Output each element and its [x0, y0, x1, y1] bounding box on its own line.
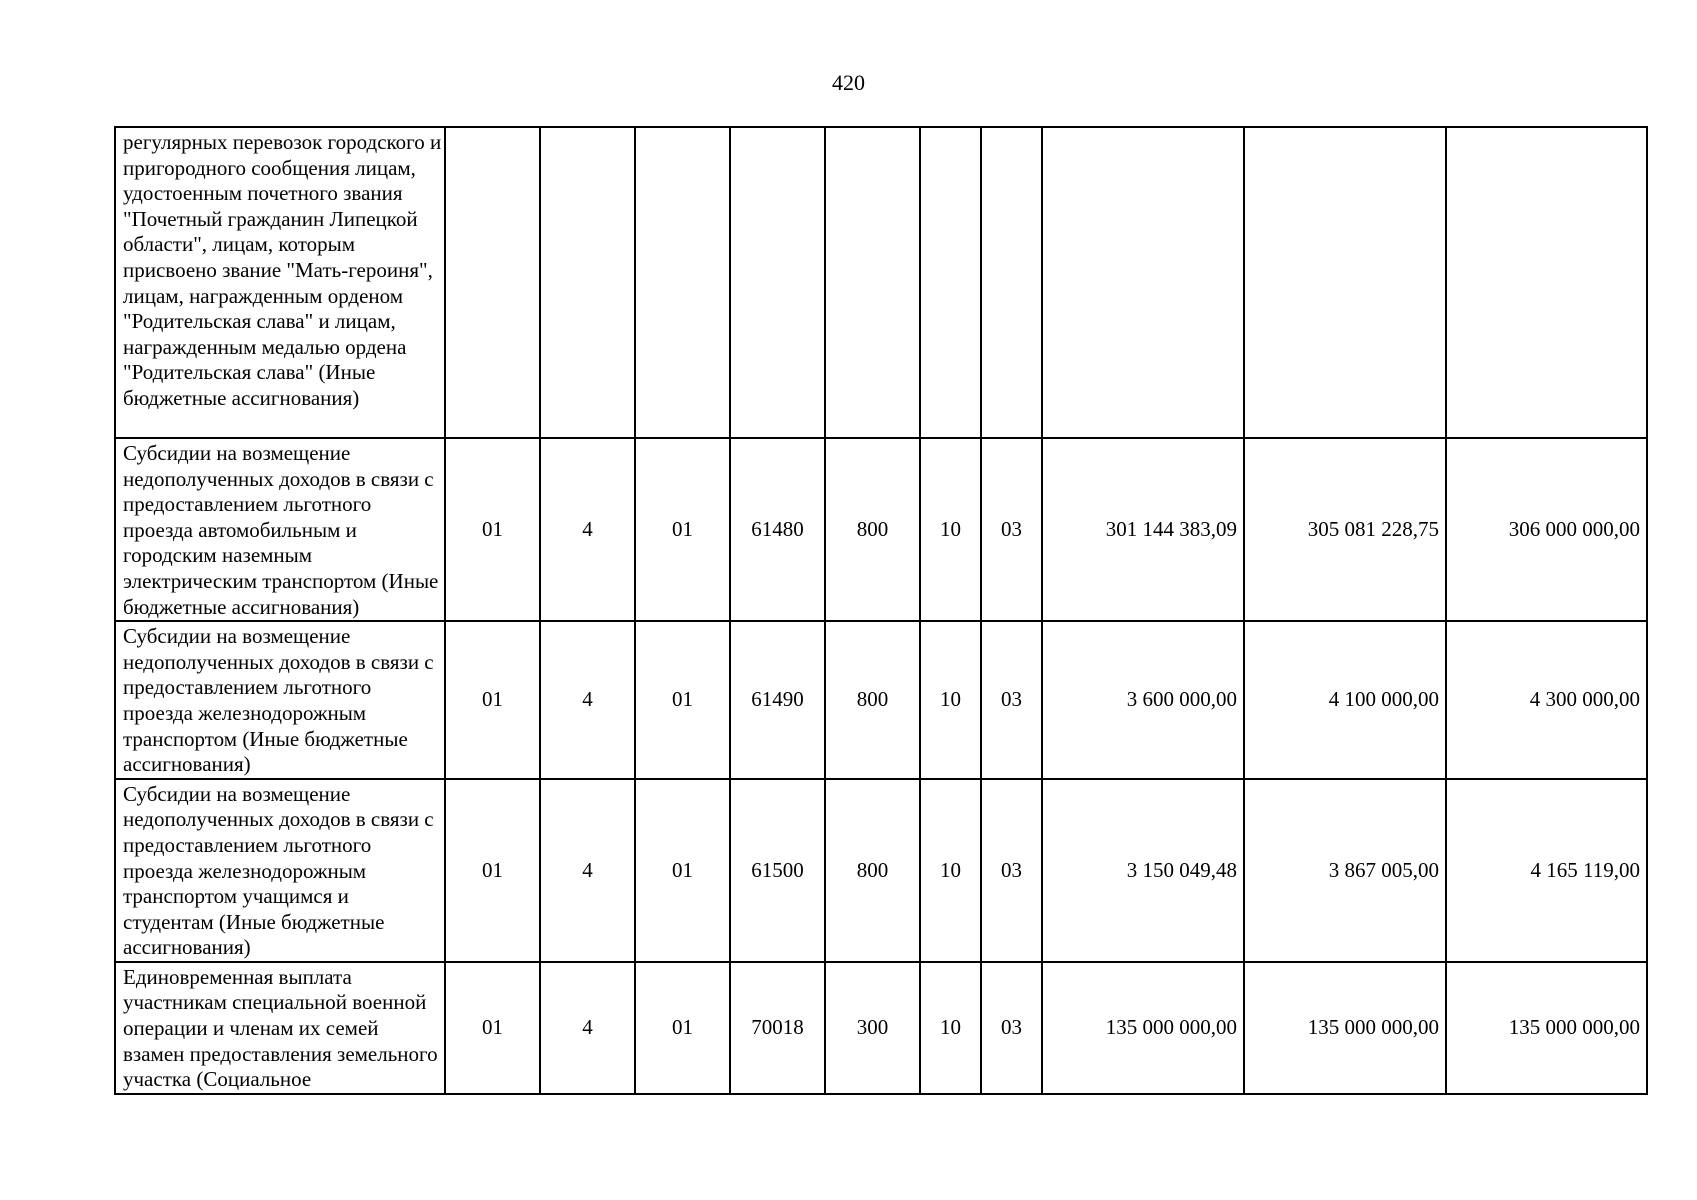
amount-cell-1: 3 600 000,00 — [1042, 621, 1244, 779]
code-cell-5: 300 — [825, 962, 920, 1094]
code-cell-1: 01 — [445, 962, 540, 1094]
code-cell-4: 70018 — [730, 962, 825, 1094]
table-row — [115, 779, 1647, 962]
table-row — [115, 962, 1647, 1094]
amount-cell-2: 135 000 000,00 — [1244, 962, 1446, 1094]
amount-cell-1: 301 144 383,09 — [1042, 438, 1244, 621]
amount-cell-3 — [1446, 127, 1647, 438]
code-cell-5 — [825, 127, 920, 438]
code-cell-1 — [445, 127, 540, 438]
code-cell-1: 01 — [445, 621, 540, 779]
code-cell-4: 61490 — [730, 621, 825, 779]
code-cell-6: 10 — [920, 779, 981, 962]
row-name: Единовременная выплата участникам специальной военной операции и членам их семей взамен предоставления земельного участка (Социальное — [115, 962, 445, 1094]
code-cell-3: 01 — [635, 438, 730, 621]
code-cell-6 — [920, 127, 981, 438]
amount-cell-2: 4 100 000,00 — [1244, 621, 1446, 779]
code-cell-2: 4 — [540, 621, 635, 779]
row-name: Субсидии на возмещение недополученных доходов в связи с предоставлением льготного проезда железнодорожным транспортом (Иные бюджетные ассигнования) — [115, 621, 445, 779]
code-cell-2: 4 — [540, 779, 635, 962]
code-cell-7: 03 — [981, 779, 1042, 962]
table-row — [115, 438, 1647, 621]
amount-cell-1: 3 150 049,48 — [1042, 779, 1244, 962]
code-cell-2: 4 — [540, 438, 635, 621]
code-cell-4: 61500 — [730, 779, 825, 962]
code-cell-5: 800 — [825, 438, 920, 621]
code-cell-6: 10 — [920, 621, 981, 779]
amount-cell-3: 135 000 000,00 — [1446, 962, 1647, 1094]
code-cell-7: 03 — [981, 621, 1042, 779]
row-name: регулярных перевозок городского и пригородного сообщения лицам, удостоенным почетного звания "Почетный гражданин Липецкой области", лицам, которым присвоено звание "Мать-героиня", лицам, награжденным орденом "Родительская слава" и лицам, награжденным медалью ордена "Родительская слава" (Иные бюджетные ассигнования) — [115, 127, 445, 438]
code-cell-1: 01 — [445, 779, 540, 962]
code-cell-5: 800 — [825, 621, 920, 779]
code-cell-7: 03 — [981, 438, 1042, 621]
amount-cell-1 — [1042, 127, 1244, 438]
table-row — [115, 621, 1647, 779]
row-name: Субсидии на возмещение недополученных доходов в связи с предоставлением льготного проезда железнодорожным транспортом учащимся и студентам (Иные бюджетные ассигнования) — [115, 779, 445, 962]
page-number: 420 — [832, 70, 865, 95]
code-cell-4 — [730, 127, 825, 438]
code-cell-1: 01 — [445, 438, 540, 621]
code-cell-7: 03 — [981, 962, 1042, 1094]
amount-cell-3: 306 000 000,00 — [1446, 438, 1647, 621]
code-cell-3: 01 — [635, 962, 730, 1094]
amount-cell-2: 3 867 005,00 — [1244, 779, 1446, 962]
code-cell-6: 10 — [920, 438, 981, 621]
amount-cell-3: 4 300 000,00 — [1446, 621, 1647, 779]
code-cell-7 — [981, 127, 1042, 438]
amount-cell-2: 305 081 228,75 — [1244, 438, 1446, 621]
code-cell-2: 4 — [540, 962, 635, 1094]
code-cell-6: 10 — [920, 962, 981, 1094]
row-name: Субсидии на возмещение недополученных доходов в связи с предоставлением льготного проезда автомобильным и городским наземным электрическим транспортом (Иные бюджетные ассигнования) — [115, 438, 445, 621]
amount-cell-2 — [1244, 127, 1446, 438]
table-row — [115, 127, 1647, 438]
budget-table — [114, 126, 1648, 1095]
code-cell-5: 800 — [825, 779, 920, 962]
code-cell-2 — [540, 127, 635, 438]
code-cell-3 — [635, 127, 730, 438]
code-cell-3: 01 — [635, 621, 730, 779]
amount-cell-1: 135 000 000,00 — [1042, 962, 1244, 1094]
code-cell-3: 01 — [635, 779, 730, 962]
code-cell-4: 61480 — [730, 438, 825, 621]
amount-cell-3: 4 165 119,00 — [1446, 779, 1647, 962]
